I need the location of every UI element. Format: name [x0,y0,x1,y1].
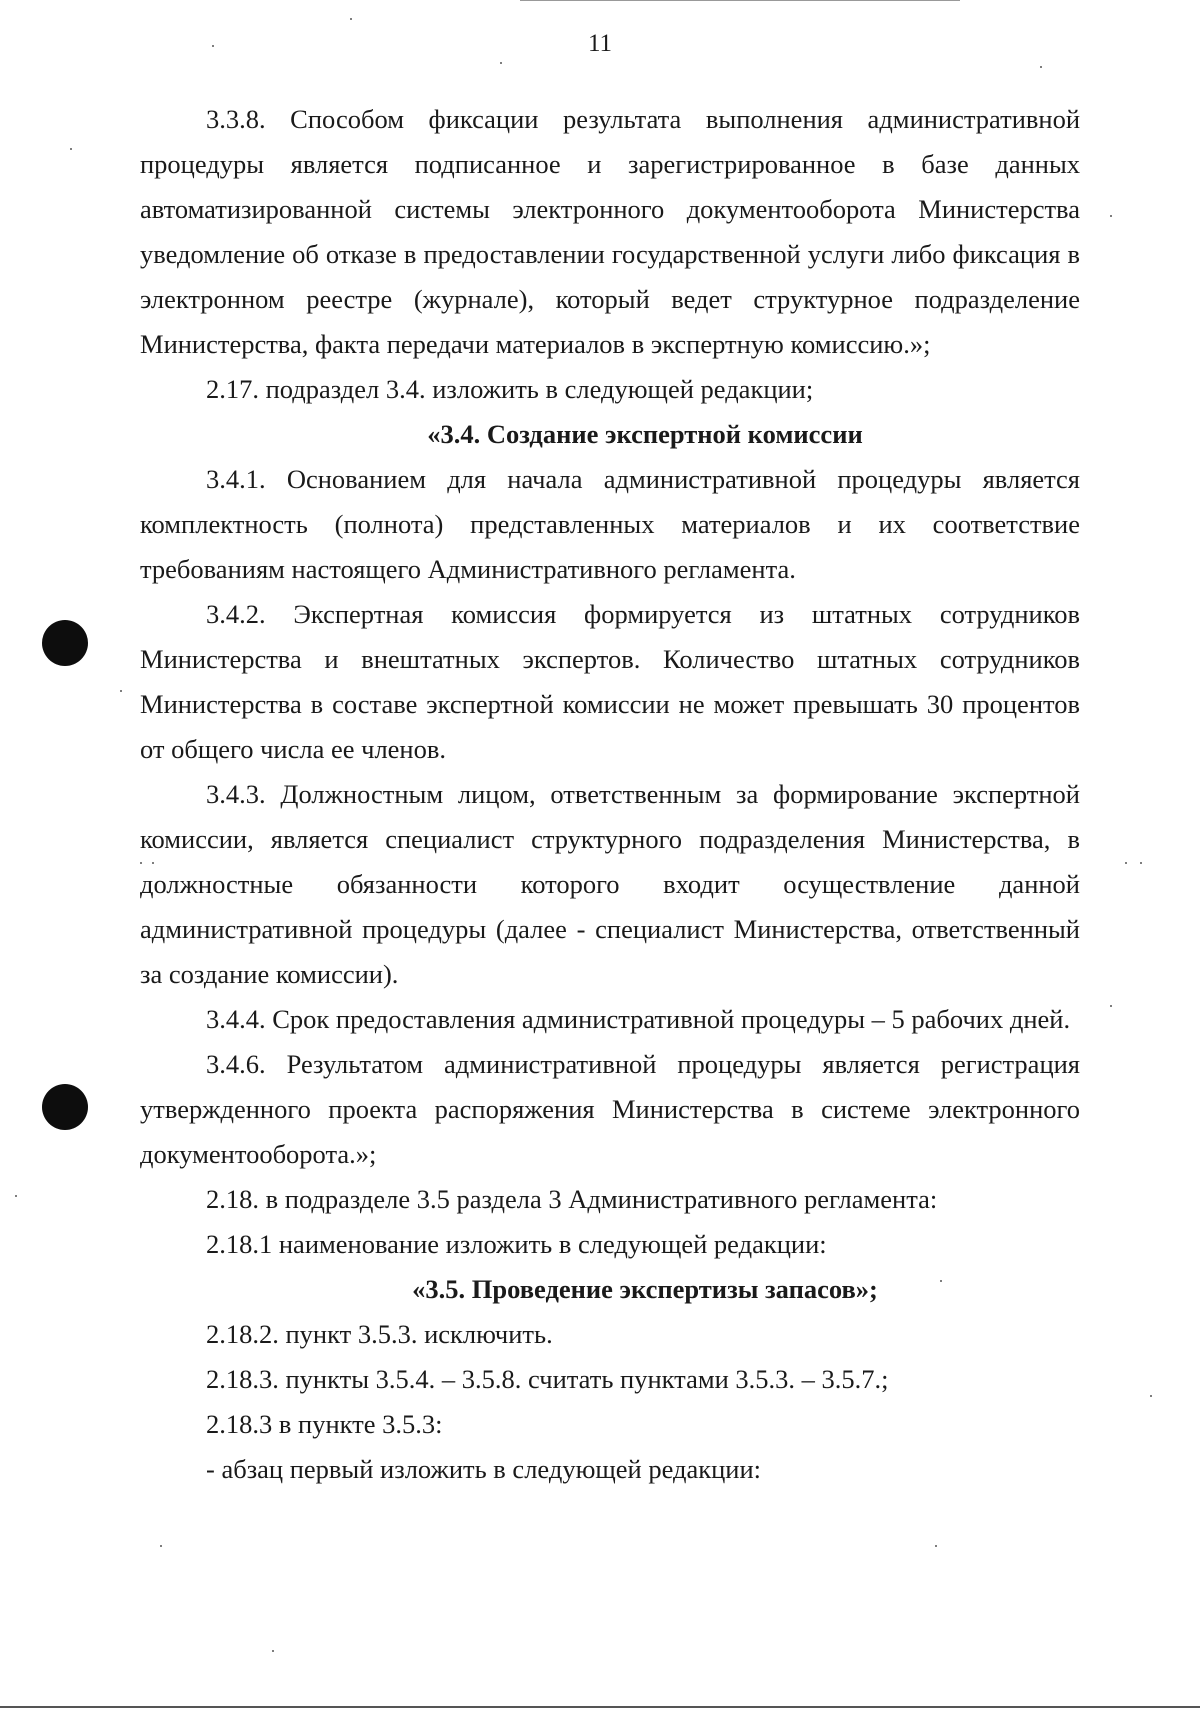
paragraph-3-4-6: 3.4.6. Результатом административной процедуры является регистрация утвержденного проекта распоряжения Министерства в системе электронного документооборота.»; [140,1049,1080,1169]
scan-speck [1110,1005,1112,1007]
punch-hole-lower [42,1084,88,1130]
paragraph-3-4-2: 3.4.2. Экспертная комиссия формируется из штатных сотрудников Министерства и внештатных экспертов. Количество штатных сотрудников Министерства в составе экспертной комиссии не может превышать 30 процентов от общего числа ее членов. [140,599,1080,764]
scan-speck [152,862,154,864]
scan-speck [272,1650,274,1652]
page-number: 11 [587,30,613,57]
scan-speck [120,690,122,692]
paragraph-2-17: 2.17. подраздел 3.4. изложить в следующей редакции; [206,374,814,404]
scan-speck [940,1280,942,1282]
paragraph-3-4-4: 3.4.4. Срок предоставления административной процедуры – 5 рабочих дней. [206,1004,1071,1034]
paragraph-2-18-3-point: 2.18.3 в пункте 3.5.3: [206,1409,443,1439]
scan-speck [350,18,352,20]
top-scan-edge [520,0,960,1]
scan-speck [1140,862,1142,864]
scan-speck [160,1545,162,1547]
paragraph-3-4-3: 3.4.3. Должностным лицом, ответственным за формирование экспертной комиссии, является специалист структурного подразделения Министерства, в должностные обязанности которого входит осуществление данной административной процедуры (далее - специалист Министерства, ответственный за создание комиссии). [140,779,1080,989]
scan-speck [500,62,502,64]
heading-3-5: «3.5. Проведение экспертизы запасов»; [412,1274,878,1304]
paragraph-2-18-2: 2.18.2. пункт 3.5.3. исключить. [206,1319,553,1349]
scan-speck [212,45,214,47]
scan-speck [1125,862,1127,864]
scan-speck [15,1195,17,1197]
punch-hole-upper [42,620,88,666]
scan-speck [1110,215,1112,217]
paragraph-2-18: 2.18. в подразделе 3.5 раздела 3 Административного регламента: [206,1184,938,1214]
document-body [140,97,1080,1492]
paragraph-2-18-3: 2.18.3. пункты 3.5.4. – 3.5.8. считать пунктами 3.5.3. – 3.5.7.; [206,1364,889,1394]
paragraph-3-4-1: 3.4.1. Основанием для начала административной процедуры является комплектность (полнота) представленных материалов и их соответствие требованиям настоящего Административного регламента. [140,464,1080,584]
paragraph-3-3-8: 3.3.8. Способом фиксации результата выполнения административной процедуры является подписанное и зарегистрированное в базе данных автоматизированной системы электронного документооборота Министерства уведомление об отказе в предоставлении государственной услуги либо фиксация в электронном реестре (журнале), который ведет структурное подразделение Министерства, факта передачи материалов в экспертную комиссию.»; [140,104,1080,359]
paragraph-abzac: - абзац первый изложить в следующей редакции: [206,1454,762,1484]
scan-speck [1040,66,1042,68]
paragraph-2-18-1: 2.18.1 наименование изложить в следующей редакции: [206,1229,827,1259]
scan-speck [935,1545,937,1547]
bottom-scan-edge [0,1706,1200,1708]
scan-speck [140,862,142,864]
scan-speck [1150,1395,1152,1397]
heading-3-4: «3.4. Создание экспертной комиссии [427,419,863,449]
scan-speck [70,148,72,150]
